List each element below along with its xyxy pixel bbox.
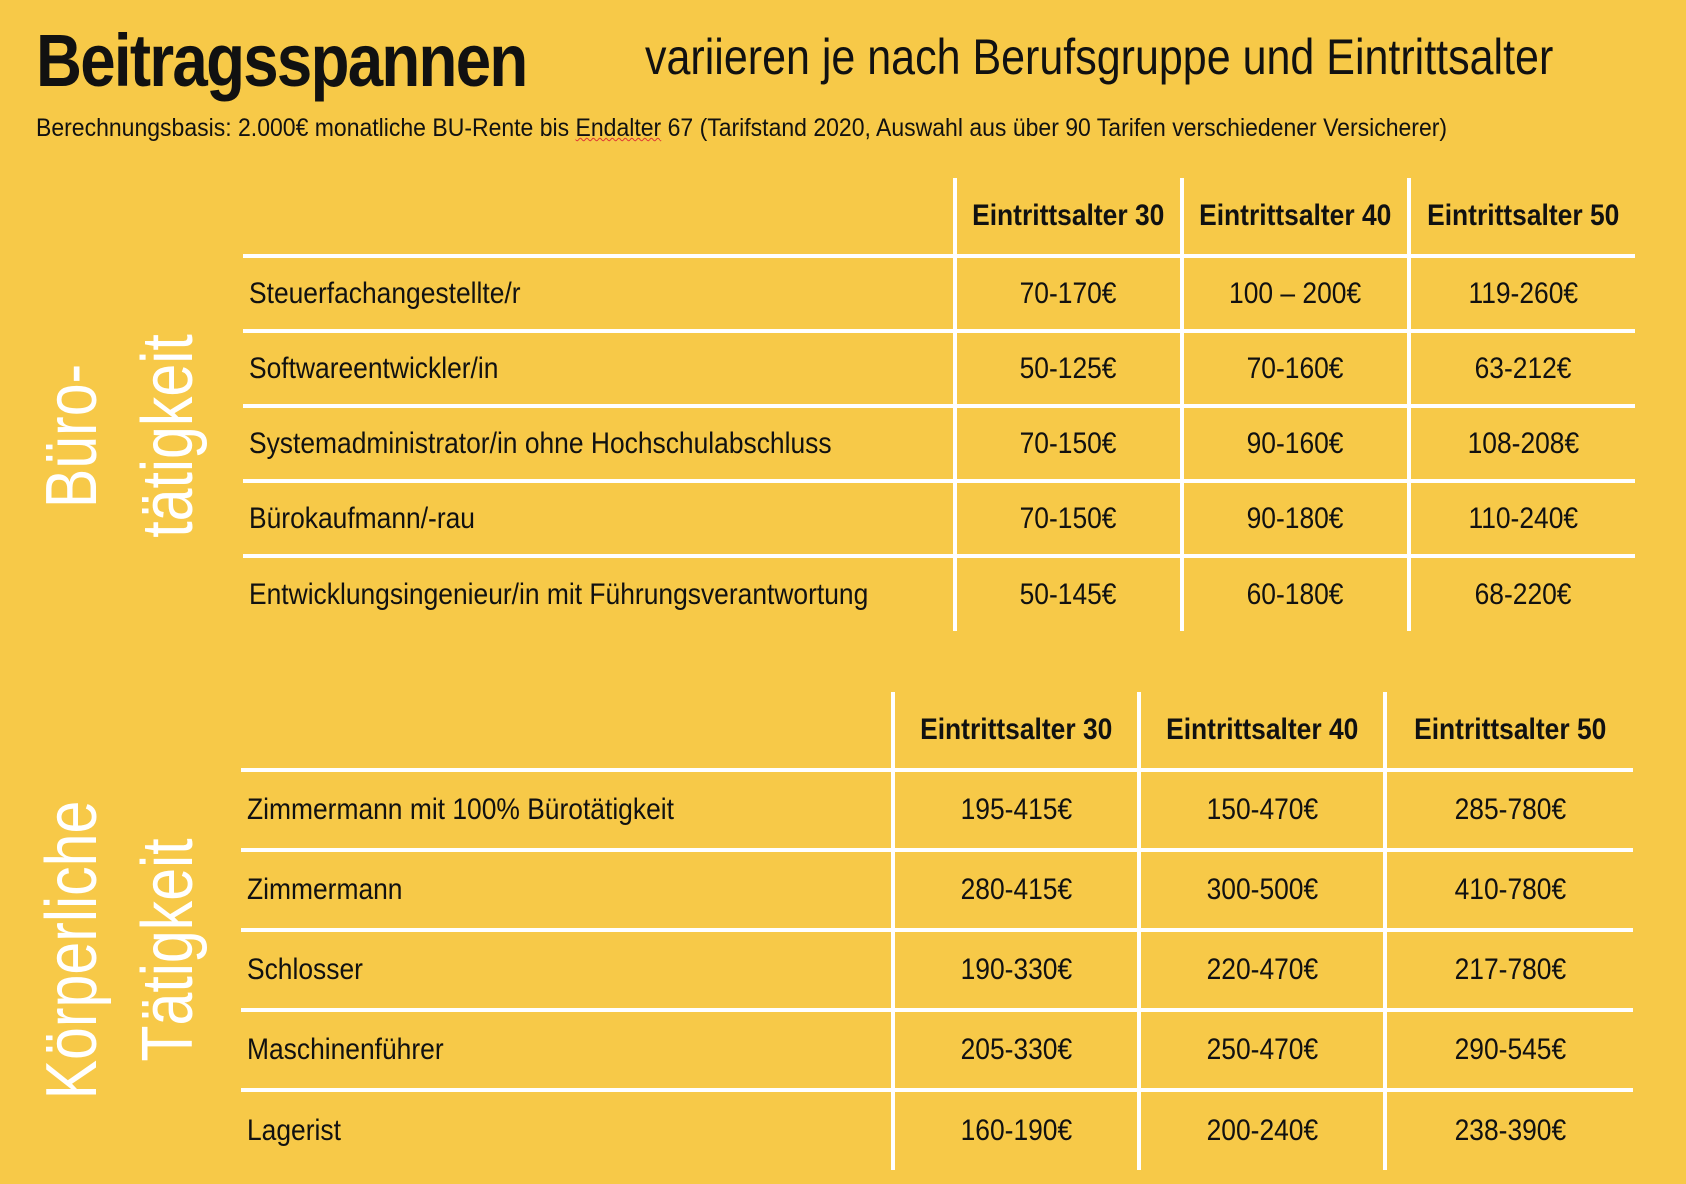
calculation-basis-end: 67 (Tarifstand 2020, Auswahl aus über 90 Tarifen verschiedener Versicherer) bbox=[661, 114, 1448, 142]
header-empty-cell bbox=[241, 692, 893, 770]
profession-cell: Softwareentwickler/in bbox=[243, 331, 955, 406]
profession-cell: Entwicklungsingenieur/in mit Führungsverantwortung bbox=[243, 556, 955, 631]
value-cell-age-40: 90-160€ bbox=[1182, 406, 1409, 481]
table-header-row bbox=[241, 692, 1633, 770]
value-cell-age-40: 70-160€ bbox=[1182, 331, 1409, 406]
value-cell-age-30: 50-145€ bbox=[955, 556, 1182, 631]
section-physical-label bbox=[24, 750, 216, 1150]
profession-cell: Zimmermann bbox=[241, 850, 893, 930]
value-cell-age-30: 190-330€ bbox=[893, 930, 1139, 1010]
physical-work-table bbox=[241, 692, 1633, 1170]
value-cell-age-30: 50-125€ bbox=[955, 331, 1182, 406]
value-cell-age-30: 195-415€ bbox=[893, 770, 1139, 850]
table-row bbox=[241, 930, 1633, 1010]
table-row bbox=[243, 406, 1635, 481]
value-cell-age-50: 285-780€ bbox=[1385, 770, 1633, 850]
column-header-age-50: Eintrittsalter 50 bbox=[1409, 178, 1635, 256]
value-cell-age-30: 70-170€ bbox=[955, 256, 1182, 331]
table-row bbox=[243, 331, 1635, 406]
value-cell-age-40: 150-470€ bbox=[1139, 770, 1385, 850]
value-cell-age-50: 238-390€ bbox=[1454, 1114, 1566, 1147]
value-cell-age-40: 250-470€ bbox=[1139, 1010, 1385, 1090]
section-physical-label-line1: Körperliche bbox=[32, 800, 112, 1100]
value-cell-age-40: 300-500€ bbox=[1139, 850, 1385, 930]
page-header bbox=[36, 18, 606, 103]
value-cell-age-30: 205-330€ bbox=[893, 1010, 1139, 1090]
profession-cell: Lagerist bbox=[241, 1090, 893, 1170]
column-header-age-30: Eintrittsalter 30 bbox=[955, 178, 1182, 256]
value-cell-age-50: 410-780€ bbox=[1385, 850, 1633, 930]
table-row bbox=[241, 1010, 1633, 1090]
calculation-basis-start: Berechnungsbasis: 2.000€ monatliche BU-Rente bis bbox=[36, 114, 576, 142]
page-title-sub: variieren je nach Berufsgruppe und Eintrittsalter bbox=[645, 29, 1554, 85]
value-cell-age-30: 160-190€ bbox=[893, 1090, 1139, 1170]
value-cell-age-50: 63-212€ bbox=[1409, 331, 1635, 406]
column-header-age-50: Eintrittsalter 50 bbox=[1385, 692, 1633, 770]
table-row bbox=[241, 770, 1633, 850]
table-header-row bbox=[243, 178, 1635, 256]
column-header-age-40: Eintrittsalter 40 bbox=[1139, 692, 1385, 770]
value-cell-age-50: 119-260€ bbox=[1409, 256, 1635, 331]
profession-cell: Maschinenführer bbox=[241, 1010, 893, 1090]
section-office-label bbox=[24, 286, 216, 586]
value-cell-age-40: 60-180€ bbox=[1182, 556, 1409, 631]
value-cell-age-50: 290-545€ bbox=[1385, 1010, 1633, 1090]
calculation-basis-marked-word: Endalter bbox=[575, 114, 662, 142]
profession-cell: Systemadministrator/in ohne Hochschulabschluss bbox=[243, 406, 955, 481]
header-empty-cell bbox=[243, 178, 955, 256]
value-cell-age-30: 70-150€ bbox=[955, 481, 1182, 556]
profession-cell: Bürokaufmann/-rau bbox=[243, 481, 955, 556]
section-physical-label-line2: Tätigkeit bbox=[128, 838, 208, 1062]
value-cell-age-40: 100 – 200€ bbox=[1182, 256, 1409, 331]
value-cell-age-40: 200-240€ bbox=[1139, 1090, 1385, 1170]
column-header-age-30: Eintrittsalter 30 bbox=[893, 692, 1139, 770]
value-cell-age-40: 90-180€ bbox=[1182, 481, 1409, 556]
table-row bbox=[243, 556, 1635, 631]
calculation-basis bbox=[36, 114, 1447, 143]
profession-cell: Zimmermann mit 100% Bürotätigkeit bbox=[241, 770, 893, 850]
table-row bbox=[243, 481, 1635, 556]
value-cell-age-50: 110-240€ bbox=[1409, 481, 1635, 556]
table-row bbox=[241, 850, 1633, 930]
value-cell-age-40: 220-470€ bbox=[1139, 930, 1385, 1010]
column-header-age-40: Eintrittsalter 40 bbox=[1182, 178, 1409, 256]
section-office-label-line2: tätigkeit bbox=[128, 334, 208, 538]
table-row bbox=[243, 256, 1635, 331]
profession-cell: Steuerfachangestellte/r bbox=[243, 256, 955, 331]
table-row bbox=[241, 1090, 1633, 1170]
profession-cell: Schlosser bbox=[241, 930, 893, 1010]
value-cell-age-50: 68-220€ bbox=[1474, 577, 1572, 611]
value-cell-age-50: 217-780€ bbox=[1385, 930, 1633, 1010]
value-cell-age-30: 70-150€ bbox=[955, 406, 1182, 481]
office-work-table bbox=[243, 178, 1635, 631]
value-cell-age-50: 108-208€ bbox=[1409, 406, 1635, 481]
section-office-label-line1: Büro- bbox=[32, 363, 112, 509]
page-title: Beitragsspannen bbox=[36, 19, 527, 102]
value-cell-age-30: 280-415€ bbox=[893, 850, 1139, 930]
